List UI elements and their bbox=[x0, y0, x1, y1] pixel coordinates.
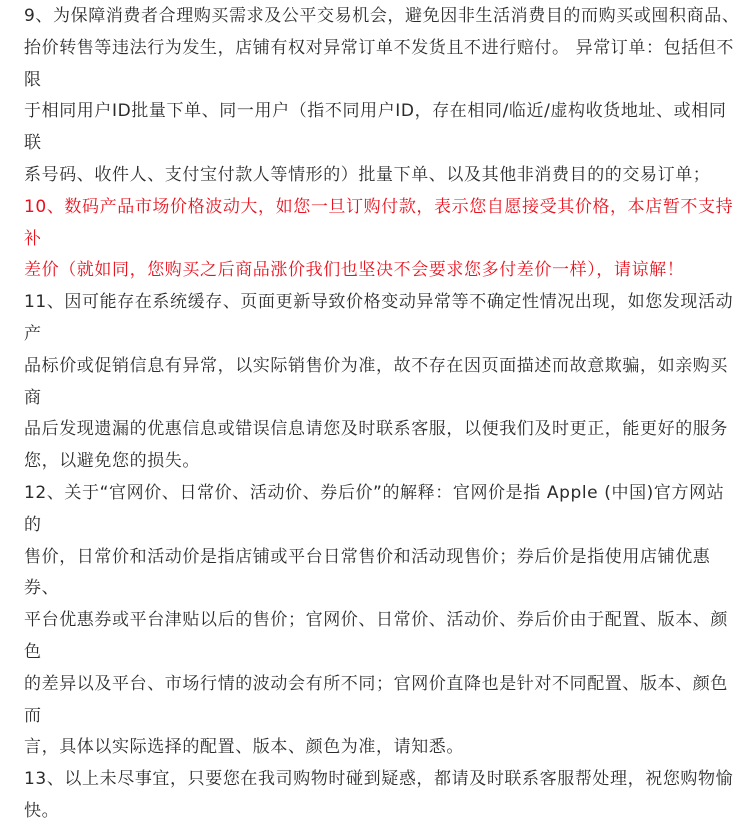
notice-item-13: 13、以上未尽事宜，只要您在我司购物时碰到疑惑，都请及时联系客服帮处理，祝您购物愉 快。 bbox=[24, 769, 734, 821]
notice-item-11: 11、因可能存在系统缓存、页面更新导致价格变动异常等不确定性情况出现，如您发现活动产 品标价或促销信息有异常，以实际销售价为准，故不存在因页面描述而故意欺骗，如亲购买商 品后发现遗漏的优惠信息或错误信息请您及时联系客服，以便我们及时更正，能更好的服务 您，以避免您的损失。 bbox=[24, 292, 734, 472]
notice-item-9: 9、为保障消费者合理购买需求及公平交易机会，避免因非生活消费目的而购买或囤积商品、 抬价转售等违法行为发生，店铺有权对异常订单不发货且不进行赔付。 异常订单：包括但不限 于相同用户ID批量下单、同一用户（指不同用户ID，存在相同/临近/虚构收货地址、或相同联 系号码、收件人、支付宝付款人等情形的）批量下单、以及其他非消费目的的交易订单； bbox=[24, 6, 740, 185]
notice-item-10-price-policy: 10、数码产品市场价格波动大，如您一旦订购付款，表示您自愿接受其价格，本店暂不支持补 差价（就如同，您购买之后商品涨价我们也坚决不会要求您多付差价一样），请谅解！ bbox=[24, 196, 734, 281]
notice-item-12: 12、关于“官网价、日常价、活动价、券后价”的解释：官网价是指 Apple (中国)官方网站的 售价，日常价和活动价是指店铺或平台日常售价和活动现售价；券后价是指使用店铺优惠券、 平台优惠券或平台津贴以后的售价；官网价、日常价、活动价、券后价由于配置、版本、颜色 的差异以及平台、市场行情的波动会有所不同；官网价直降也是针对不同配置、版本、颜色而 言，具体以实际选择的配置、版本、颜色为准，请知悉。 bbox=[24, 482, 728, 758]
